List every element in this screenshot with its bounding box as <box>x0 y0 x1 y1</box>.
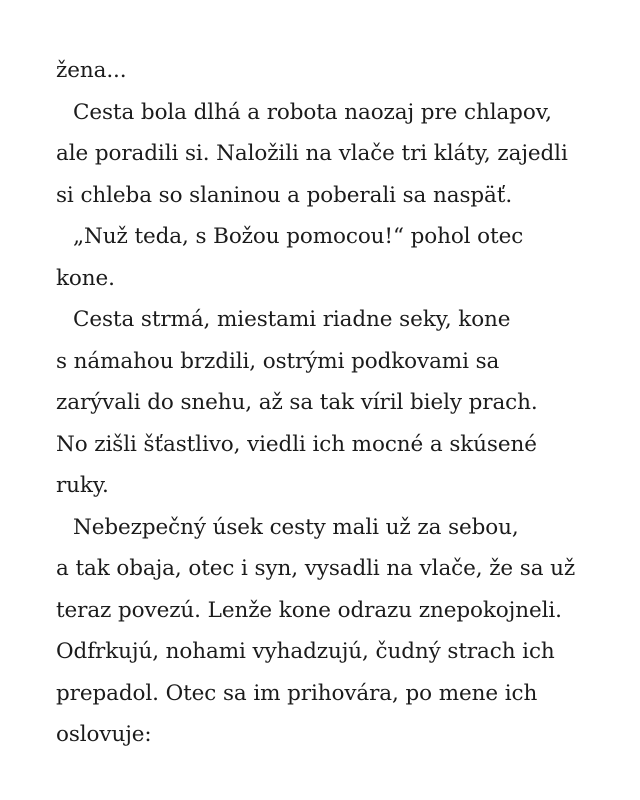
text-line: teraz povezú. Lenže kone odrazu znepokojneli. <box>56 597 562 623</box>
text-line: kone. <box>56 265 115 291</box>
text-line: oslovuje: <box>56 722 152 747</box>
text-line: No zišli šťastlivo, viedli ich mocné a skúsené <box>56 431 537 457</box>
paragraph-start-line: Cesta bola dlhá a robota naozaj pre chlapov, <box>73 99 552 125</box>
text-line: s námahou brzdili, ostrými podkovami sa <box>56 348 500 374</box>
text-line: zarývali do snehu, až sa tak víril biely prach. <box>56 390 538 415</box>
document-page <box>56 50 596 756</box>
text-line: si chleba so slaninou a poberali sa naspäť. <box>56 182 513 208</box>
text-line: ale poradili si. Naložili na vlače tri kláty, zajedli <box>56 141 568 166</box>
text-line: prepadol. Otec sa im prihovára, po mene ich <box>56 680 538 706</box>
paragraph-start-line: Cesta strmá, miestami riadne seky, kone <box>73 307 511 332</box>
text-line: žena... <box>56 58 127 83</box>
paragraph-start-line: „Nuž teda, s Božou pomocou!“ pohol otec <box>73 224 524 249</box>
text-line: a tak obaja, otec i syn, vysadli na vlače, že sa už <box>56 556 576 581</box>
text-line: ruky. <box>56 473 109 498</box>
text-line: Odfrkujú, nohami vyhadzujú, čudný strach ich <box>56 639 555 664</box>
paragraph-start-line: Nebezpečný úsek cesty mali už za sebou, <box>73 514 519 540</box>
